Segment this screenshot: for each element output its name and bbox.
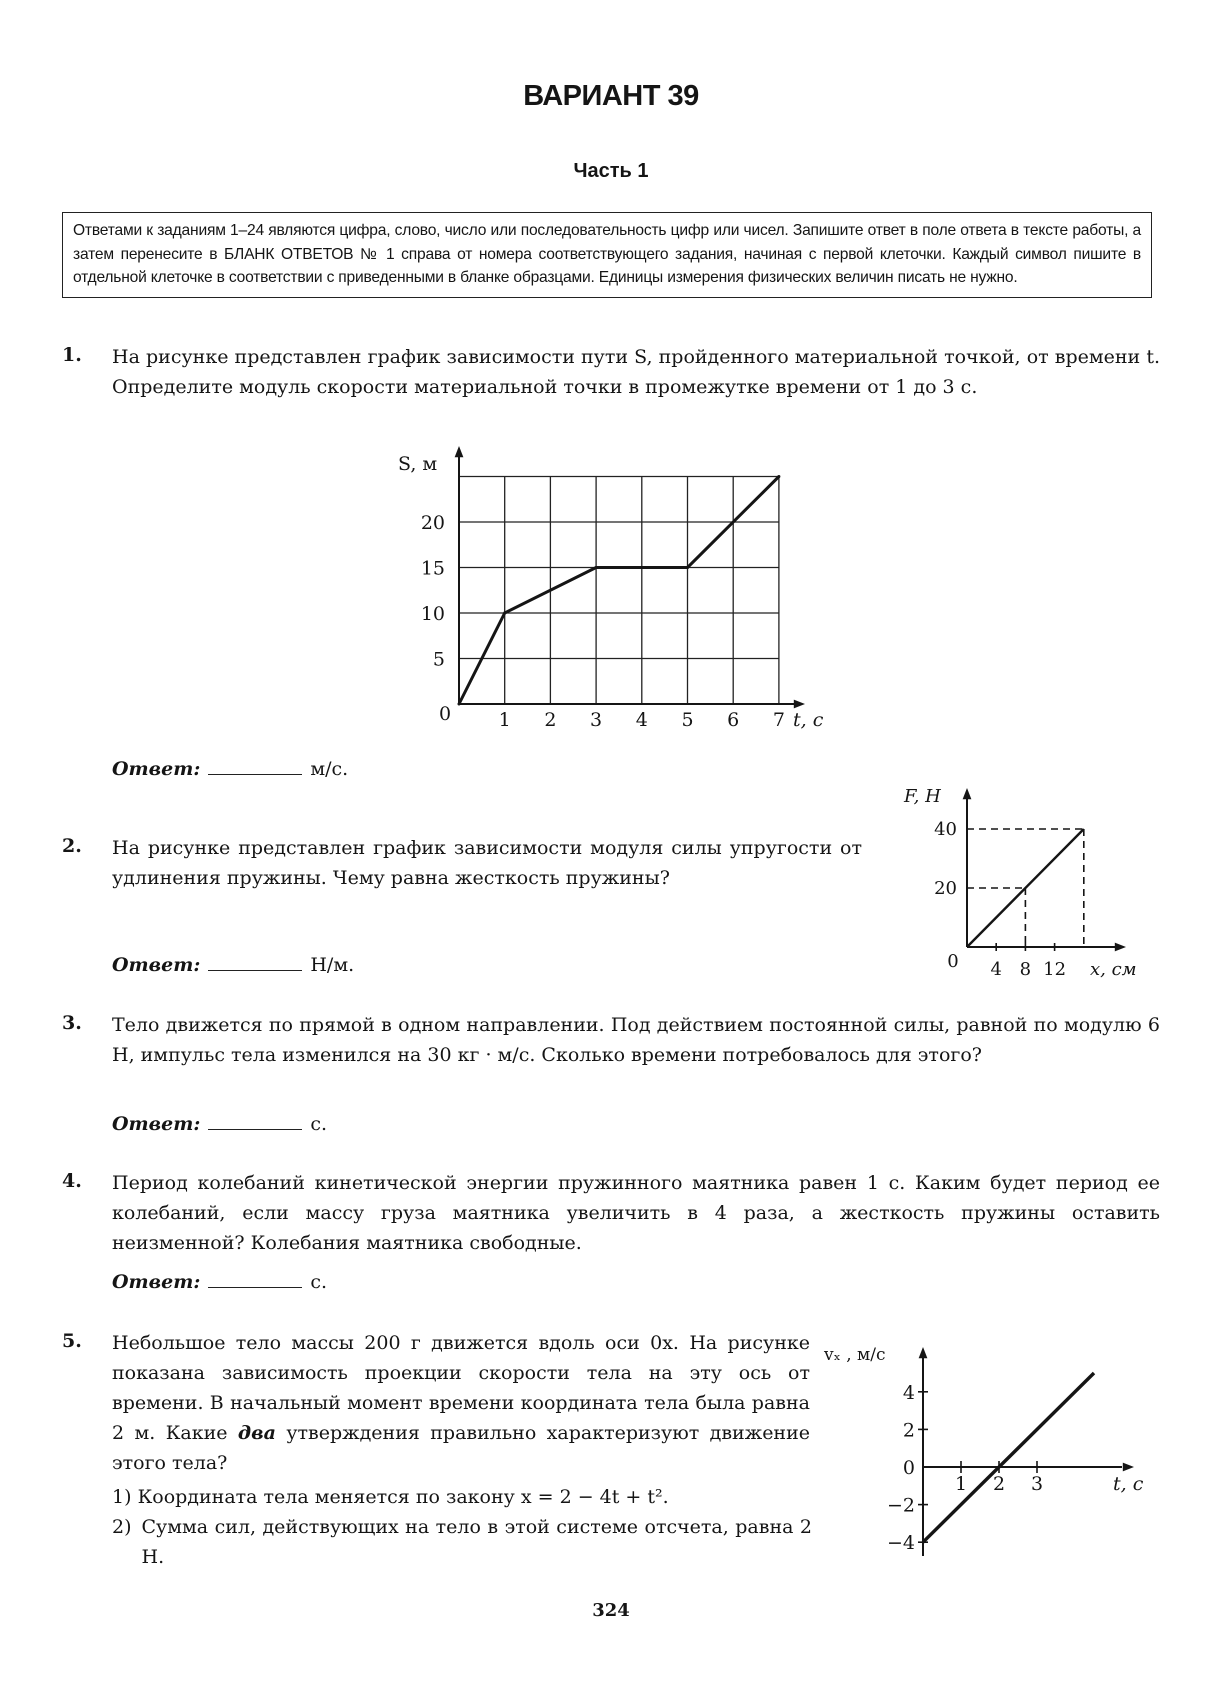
y-tick-label: 10 (420, 603, 445, 625)
y-axis-arrow (455, 446, 464, 457)
x-tick-label: 2 (992, 1473, 1006, 1495)
data-point (595, 566, 598, 569)
x-axis-arrow (794, 700, 805, 709)
answer-2-field[interactable] (208, 952, 302, 971)
variant-title: ВАРИАНТ 39 (523, 80, 699, 112)
answer-4-unit: с. (310, 1271, 328, 1293)
origin-label: 0 (947, 951, 959, 972)
answer-3-unit: с. (310, 1113, 328, 1135)
series-line-path (459, 477, 779, 705)
question-5-text (112, 1328, 810, 1478)
page-number: 324 (592, 1600, 630, 1621)
y-axis-label: S, м (398, 453, 438, 475)
answer-label: Ответ: (112, 954, 201, 976)
answer-3-field[interactable] (208, 1111, 302, 1130)
answer-1-unit: м/с. (310, 758, 349, 780)
x-tick-label: 4 (990, 959, 1002, 980)
answer-1-field[interactable] (208, 756, 302, 775)
y-tick-label: 2 (902, 1419, 915, 1442)
x-tick-label: 1 (498, 709, 511, 731)
x-tick-label: 8 (1019, 959, 1032, 980)
answer-2 (112, 952, 354, 976)
x-tick-label: 5 (681, 709, 694, 731)
x-tick-label: 2 (544, 709, 557, 731)
y-tick-label: −4 (886, 1532, 915, 1555)
part-title: Часть 1 (573, 160, 649, 182)
chart-force-vs-extension (890, 770, 1160, 990)
data-point (503, 612, 506, 615)
question-1-number: 1. (62, 344, 82, 366)
y-tick-label: −2 (886, 1494, 915, 1517)
y-tick-label: 5 (432, 648, 445, 671)
y-axis-label: vₓ , м/с (824, 1345, 886, 1365)
option-1-text: Координата тела меняется по закону x = 2 − 4t + t². (137, 1486, 669, 1508)
option-1-number: 1) (112, 1486, 132, 1508)
y-tick-label: 20 (934, 878, 957, 899)
data-point (686, 566, 689, 569)
x-tick-label: 6 (727, 709, 740, 731)
answer-3 (112, 1111, 327, 1135)
answer-label: Ответ: (112, 1113, 201, 1135)
x-tick-label: 1 (954, 1473, 968, 1495)
question-3-number: 3. (62, 1012, 82, 1034)
y-tick-label: 15 (420, 557, 445, 580)
option-2 (112, 1512, 812, 1572)
y-axis-arrow (919, 1347, 928, 1358)
option-2-text: Сумма сил, действующих на тело в этой системе отсчета, равна 2 Н. (141, 1516, 812, 1568)
y-tick-label: 0 (902, 1457, 915, 1479)
x-axis-label: x, см (1090, 959, 1137, 980)
question-2-text: На рисунке представлен график зависимости модуля силы упругости от удлинения пружины. Чему равна жесткость пружины? (112, 837, 862, 889)
y-axis-arrow (963, 788, 972, 799)
question-2-number: 2. (62, 835, 82, 857)
answer-label: Ответ: (112, 1271, 201, 1293)
x-axis-label: t, с (793, 709, 824, 731)
x-tick-label: 12 (1043, 959, 1067, 980)
x-tick-label: 3 (590, 709, 603, 731)
question-1-text: На рисунке представлен график зависимости пути S, пройденного материальной точкой, от времени t. Определите модуль скорости материальной точки в промежутке времени от 1 до 3 с. (112, 346, 1160, 398)
x-tick-label: 4 (635, 709, 648, 731)
question-5-number: 5. (62, 1330, 82, 1352)
x-axis-arrow (1123, 1463, 1134, 1472)
x-tick-label: 3 (1030, 1473, 1044, 1495)
x-tick-label: 0 (438, 703, 452, 725)
answer-2-unit: Н/м. (310, 954, 355, 976)
question-5-emphasis: два (237, 1422, 276, 1444)
data-point (458, 703, 461, 706)
instructions-box (62, 212, 1152, 298)
answer-4-field[interactable] (208, 1269, 302, 1288)
question-4-number: 4. (62, 1170, 82, 1192)
data-point (777, 475, 780, 478)
series-line-path (923, 1373, 1094, 1542)
x-axis-arrow (1115, 943, 1126, 952)
y-tick-label: 40 (934, 819, 957, 840)
question-4-text: Период колебаний кинетической энергии пружинного маятника равен 1 с. Каким будет период ее колебаний, если массу груза маятника увеличить в 4 раза, а жесткость пружины оставить неизменной? Колебания маятника свободные. (112, 1172, 1160, 1254)
y-tick-label: 4 (902, 1381, 915, 1404)
y-axis-label: F, Н (904, 786, 941, 807)
y-tick-label: 20 (420, 512, 445, 534)
chart-path-vs-time (380, 440, 840, 740)
x-tick-label: 7 (772, 709, 785, 731)
x-axis-label: t, с (1113, 1473, 1144, 1495)
answer-1 (112, 756, 348, 780)
option-1 (112, 1482, 812, 1512)
answer-label: Ответ: (112, 758, 201, 780)
instructions-text: Ответами к заданиям 1–24 являются цифра, слово, число или последовательность цифр или чисел. Запишите ответ в поле ответа в тексте работы, а затем перенесите в БЛАНК ОТВЕТОВ № 1 справа от номера соответствующего задания, начиная с первой клеточки. Каждый символ пишите в отдельной клеточке в соответствии с приведенными в бланке образцами. Единицы измерения физических величин писать не нужно. (73, 222, 1141, 286)
question-3-text: Тело движется по прямой в одном направлении. Под действием постоянной силы, равной по модулю 6 Н, импульс тела изменился на 30 кг · м/с. Сколько времени потребовалось для этого? (112, 1014, 1160, 1066)
answer-4 (112, 1269, 327, 1293)
question-5-text-part: утверждения правильно характеризуют движение этого тела? (112, 1422, 811, 1474)
question-5-text-part: Небольшое тело массы 200 г движется вдоль оси 0x. На рисунке показана зависимость проекции скорости тела на эту ось от времени. В начальный момент времени координата тела была равна 2 м. Какие (112, 1332, 810, 1444)
option-2-number: 2) (112, 1516, 132, 1538)
chart-velocity-vs-time (810, 1320, 1170, 1570)
